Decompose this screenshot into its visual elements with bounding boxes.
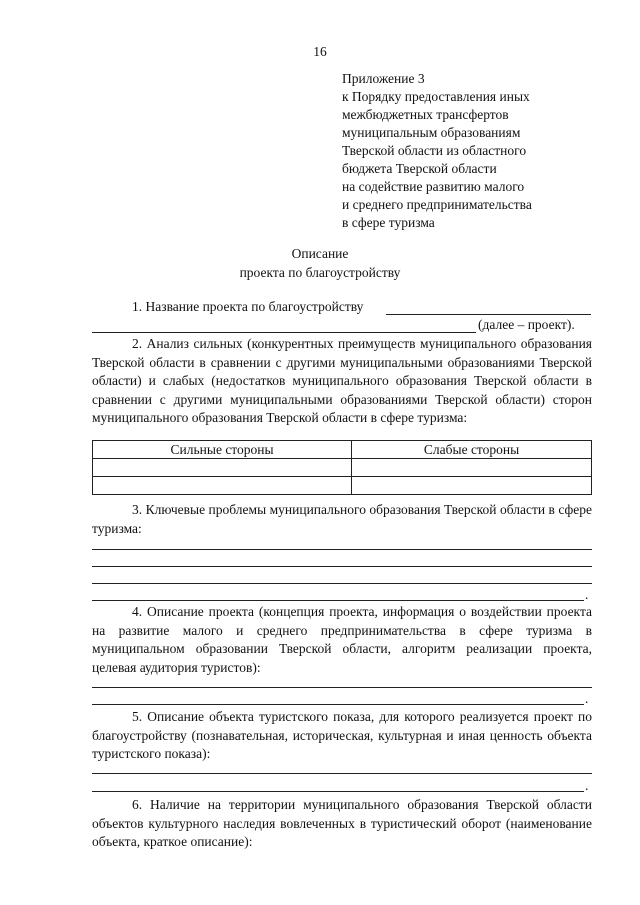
answer-line[interactable] bbox=[92, 687, 592, 688]
project-name-field-line[interactable] bbox=[386, 314, 591, 315]
strengths-header: Сильные стороны bbox=[93, 441, 352, 459]
weaknesses-header: Слабые стороны bbox=[352, 441, 592, 459]
item-1-label: 1. Название проекта по благоустройству bbox=[132, 299, 364, 314]
item-3-text: 3. Ключевые проблемы муниципального образования Тверской области в сфере туризма: bbox=[92, 502, 592, 536]
weaknesses-cell[interactable] bbox=[352, 459, 592, 477]
page-number: 16 bbox=[313, 44, 327, 59]
item-5-paragraph bbox=[92, 708, 592, 764]
appendix-line: межбюджетных трансфертов bbox=[342, 107, 509, 122]
item-6-paragraph bbox=[92, 796, 592, 852]
appendix-block bbox=[342, 70, 612, 232]
project-name-field-line-2[interactable] bbox=[92, 332, 476, 333]
item-6-text: 6. Наличие на территории муниципального образования Тверской области объектов культурного наследия вовлеченных в туристический оборот (наименование объекта, краткое описание): bbox=[92, 797, 592, 849]
answer-line[interactable] bbox=[92, 549, 592, 550]
answer-line[interactable] bbox=[92, 791, 584, 792]
item-4-text: 4. Описание проекта (концепция проекта, информация о воздействии проекта на развитие малого и среднего предпринимательства в сфере туризма в муниципальном образовании Тверской области, алгоритм реализации проекта, целевая аудитория туристов): bbox=[92, 604, 592, 675]
weaknesses-cell[interactable] bbox=[352, 477, 592, 495]
item-2-paragraph bbox=[92, 335, 592, 428]
item-5-text: 5. Описание объекта туристского показа, для которого реализуется проект по благоустройству (познавательная, историческая, культурная и иная ценность объекта туристского показа): bbox=[92, 709, 592, 761]
item-1-suffix: (далее – проект). bbox=[478, 317, 575, 332]
appendix-line: муниципальным образованиям bbox=[342, 125, 521, 140]
item-3-paragraph bbox=[92, 501, 592, 538]
item-4-paragraph bbox=[92, 603, 592, 677]
strengths-weaknesses-table bbox=[92, 440, 592, 495]
document-subtitle: проекта по благоустройству bbox=[239, 265, 401, 280]
answer-line[interactable] bbox=[92, 773, 592, 774]
appendix-line: в сфере туризма bbox=[342, 215, 435, 230]
document-title: Описание bbox=[291, 246, 349, 261]
answer-line[interactable] bbox=[92, 566, 592, 567]
appendix-line: на содействие развитию малого bbox=[342, 179, 525, 194]
strengths-cell[interactable] bbox=[93, 477, 352, 495]
end-mark: . bbox=[585, 587, 589, 602]
answer-line[interactable] bbox=[92, 600, 584, 601]
appendix-line: и среднего предпринимательства bbox=[342, 197, 532, 212]
appendix-line: бюджета Тверской области bbox=[342, 161, 497, 176]
item-2-text: 2. Анализ сильных (конкурентных преимуществ муниципального образования Тверской области в сравнении с другими муниципальными образованиями Тверской области) и слабых (недостатков муниципального образования Тверской области в сравнении с другими муниципальными образованиями Тверской области) сторон муниципального образования Тверской области в сфере туризма: bbox=[92, 336, 592, 425]
answer-line[interactable] bbox=[92, 583, 592, 584]
appendix-line: Тверской области из областного bbox=[342, 143, 527, 158]
strengths-cell[interactable] bbox=[93, 459, 352, 477]
appendix-line: Приложение 3 bbox=[342, 71, 425, 86]
end-mark: . bbox=[585, 778, 589, 793]
appendix-line: к Порядку предоставления иных bbox=[342, 89, 530, 104]
answer-line[interactable] bbox=[92, 704, 584, 705]
end-mark: . bbox=[585, 691, 589, 706]
